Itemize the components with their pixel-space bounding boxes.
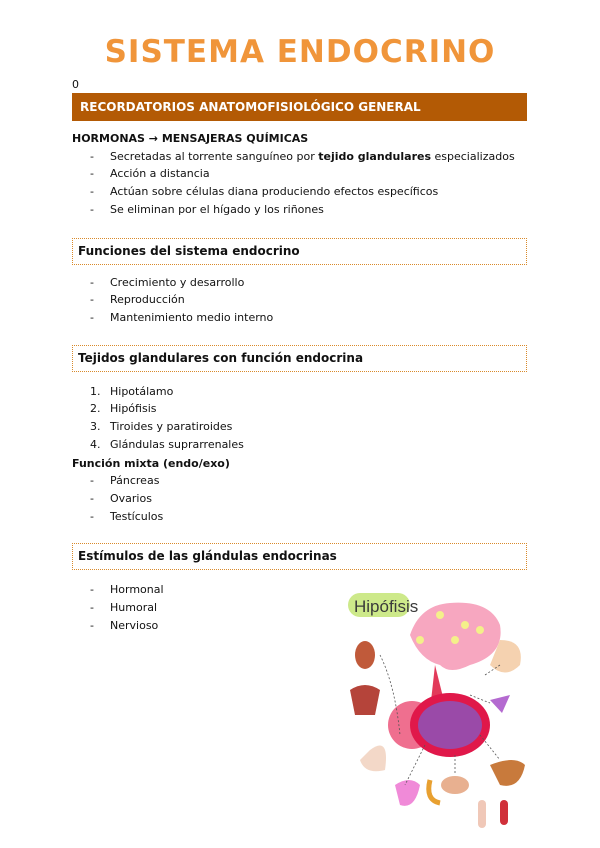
list-item: [90, 150, 515, 164]
hormonas-heading: HORMONAS → MENSAJERAS QUÍMICAS: [72, 132, 309, 145]
page-title: SISTEMA ENDOCRINO: [104, 34, 496, 70]
dash: -: [90, 583, 94, 596]
dash: -: [90, 510, 94, 523]
numbered-item: [90, 402, 157, 416]
item-text: Mantenimiento medio interno: [110, 311, 274, 324]
item-text: Testículos: [110, 510, 164, 523]
item-text: Secretadas al torrente sanguíneo por: [110, 150, 319, 163]
bone-icon: [478, 800, 486, 828]
section-banner: RECORDATORIOS ANATOMOFISIOLÓGICO GENERAL: [72, 93, 527, 121]
dash: -: [90, 293, 94, 306]
dash: -: [90, 185, 94, 198]
figure-label: Hipófisis: [354, 597, 419, 616]
list-item: [90, 311, 273, 325]
item-text: Actúan sobre células diana produciendo efectos específicos: [110, 185, 439, 198]
dash: -: [90, 167, 94, 180]
item-text: Crecimiento y desarrollo: [110, 276, 245, 289]
list-item: [90, 293, 185, 307]
kidney-icon: [355, 641, 375, 669]
list-item: [90, 583, 164, 597]
item-text: Hormonal: [110, 583, 164, 596]
dash: -: [90, 276, 94, 289]
item-text: Reproducción: [110, 293, 185, 306]
tejidos-heading: Tejidos glandulares con función endocrina: [72, 345, 527, 372]
dash: -: [90, 601, 94, 614]
list-item: [90, 510, 163, 524]
item-text: Ovarios: [110, 492, 152, 505]
list-item: [90, 185, 438, 199]
list-item: [90, 203, 324, 217]
dash: -: [90, 492, 94, 505]
list-item: [90, 492, 152, 506]
item-bold-text: tejido glandulares: [318, 150, 432, 163]
list-item: [90, 167, 210, 181]
estimulos-heading: Estímulos de las glándulas endocrinas: [72, 543, 527, 570]
numbered-item: [90, 385, 173, 399]
adrenal-icon: [490, 695, 510, 713]
list-item: [90, 619, 158, 633]
item-text: especializados: [431, 150, 515, 163]
item-text: Nervioso: [110, 619, 159, 632]
item-number: 3.: [90, 420, 101, 433]
dash: -: [90, 474, 94, 487]
anterior-lobe-cells: [418, 701, 482, 749]
item-text: Páncreas: [110, 474, 160, 487]
numbered-item: [90, 420, 232, 434]
dash: -: [90, 311, 94, 324]
item-text: Humoral: [110, 601, 158, 614]
page-marker: 0: [72, 78, 79, 91]
uterus-icon: [350, 685, 380, 715]
item-number: 1.: [90, 385, 101, 398]
item-text: Hipófisis: [110, 402, 157, 415]
numbered-item: [90, 438, 244, 452]
muscle-icon: [500, 800, 508, 825]
item-text: Hipotálamo: [110, 385, 174, 398]
hipofisis-illustration: [340, 585, 530, 835]
dash: -: [90, 619, 94, 632]
liver-icon: [490, 760, 525, 786]
funciones-heading: Funciones del sistema endocrino: [72, 238, 527, 265]
list-item: [90, 601, 157, 615]
item-number: 4.: [90, 438, 101, 451]
ovary-icon: [441, 776, 469, 794]
list-item: [90, 474, 159, 488]
item-text: Se eliminan por el hígado y los riñones: [110, 203, 324, 216]
item-text: Glándulas suprarrenales: [110, 438, 244, 451]
item-text: Tiroides y paratiroides: [110, 420, 233, 433]
dash: -: [90, 203, 94, 216]
item-number: 2.: [90, 402, 101, 415]
breast-lobe-icon: [360, 746, 386, 772]
mixta-heading: Función mixta (endo/exo): [72, 457, 230, 470]
adrenal-gland-icon: [429, 780, 440, 803]
dash: -: [90, 150, 94, 163]
list-item: [90, 276, 244, 290]
item-text: Acción a distancia: [110, 167, 210, 180]
thyroid-icon: [395, 780, 420, 806]
